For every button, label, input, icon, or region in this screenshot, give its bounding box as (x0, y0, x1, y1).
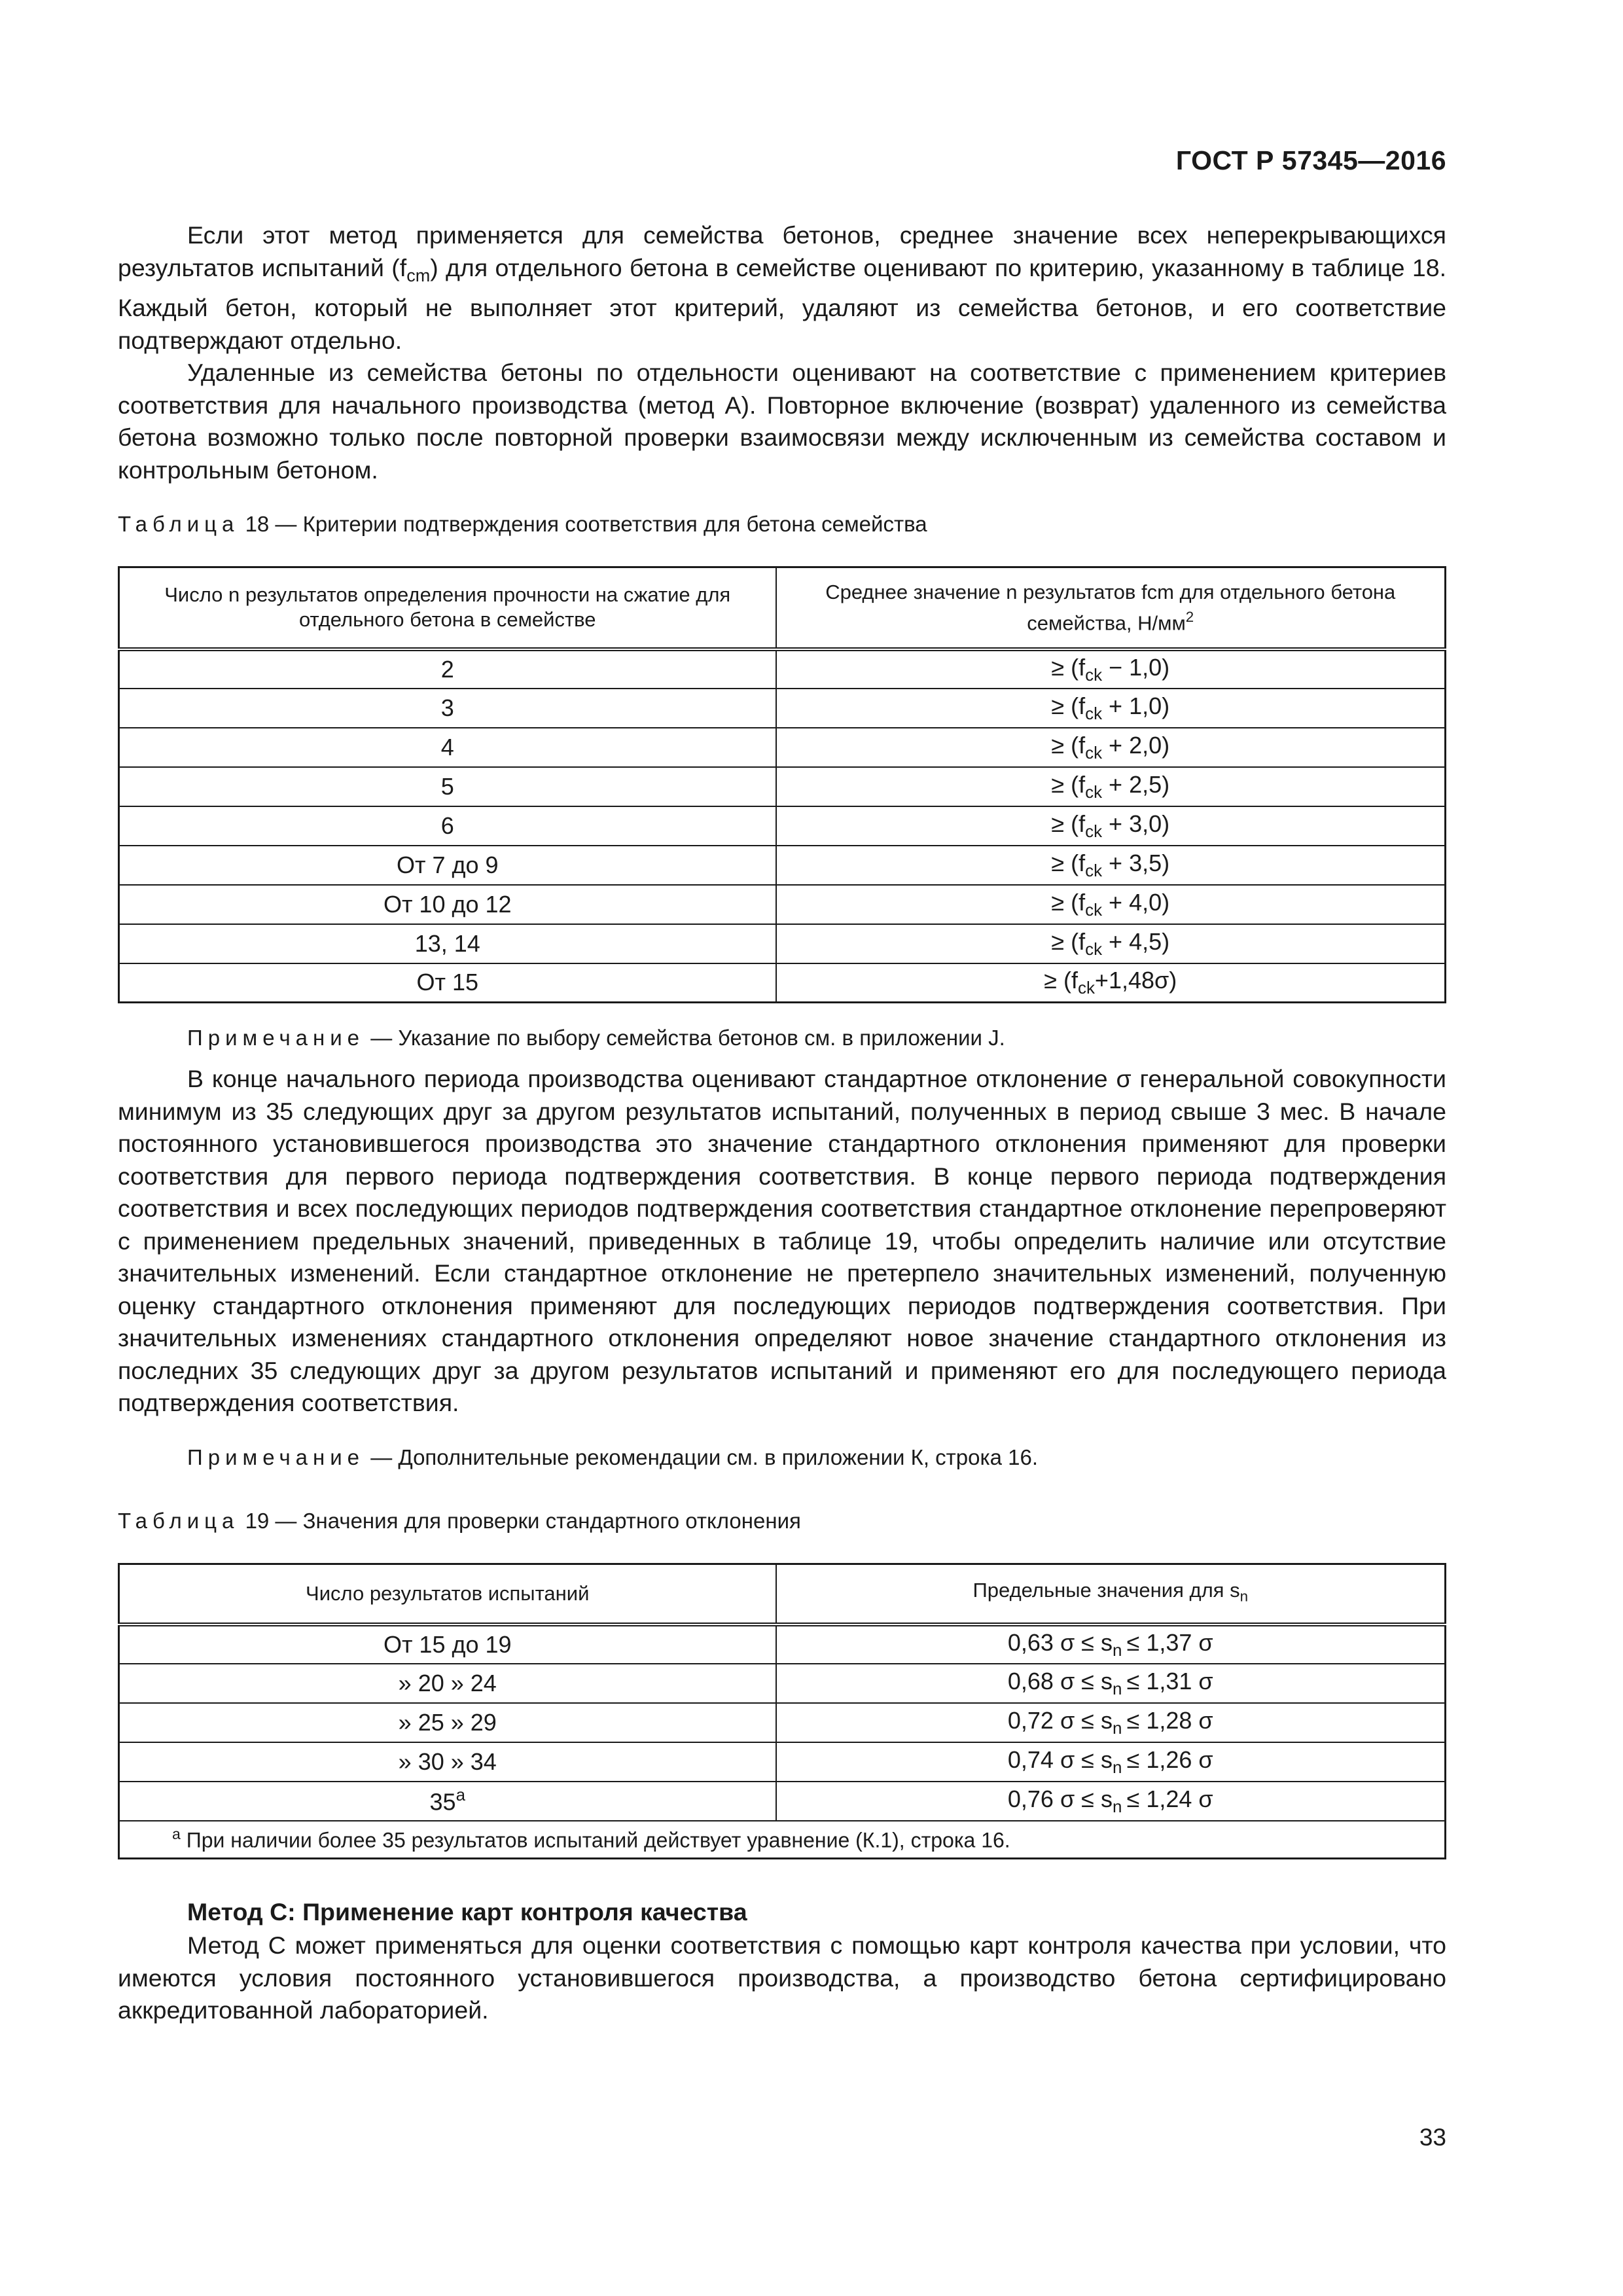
table18-row (119, 728, 1446, 767)
table18-count-cell: 6 (119, 806, 776, 846)
table18-value-cell: ≥ $(f_{ck} + 2,5)$ (776, 767, 1446, 806)
method-c-paragraph: Метод С может применяться для оценки соответствия с помощью карт контроля качества при условии, что имеются условия постоянного установившегося производства, а производство бетона сертифицировано аккредитованной лабораторией. (118, 1931, 1446, 2024)
table19-header-row (119, 1564, 1446, 1624)
table19-row (119, 1664, 1446, 1703)
table18-count-cell: От 7 до 9 (119, 846, 776, 885)
table18-value-cell: ≥ $(f_{ck} + 4,0)$ (776, 885, 1446, 924)
table18-note (187, 1026, 1005, 1050)
table18-count-cell: 3 (119, 689, 776, 728)
table19-row (119, 1742, 1446, 1782)
table18-caption-word: Таблица (118, 512, 240, 536)
document-id: ГОСТ Р 57345—2016 (1175, 145, 1446, 175)
table18-count-cell: 4 (119, 728, 776, 767)
intro-block (118, 219, 1446, 486)
table18-row (119, 689, 1446, 728)
table19-value-cell: 0,76 $\sigma \le s_n \le 1,24$ σ (776, 1782, 1446, 1821)
table18-caption-text: 18 — Критерии подтверждения соответствия для бетона семейства (245, 512, 927, 536)
table18-count-cell: От 10 до 12 (119, 885, 776, 924)
note1-label: Примечание (187, 1026, 365, 1050)
table18-row (119, 806, 1446, 846)
table19-count-cell: От 15 до 19 (119, 1624, 776, 1664)
table18-col1-header: Число n результатов определения прочности на сжатие для отдельного бетона в семействе (119, 567, 776, 649)
main-paragraph: В конце начального периода производства оценивают стандартное отклонение σ генеральной совокупности минимум из 35 следующих друг за другом результатов испытаний, полученных в период свыше 3 мес. В начале постоянного установившегося производства это значение стандартного отклонения применяют для проверки соответствия для первого периода подтверждения соответствия. В конце первого периода подтверждения соответствия и всех последующих периодов подтверждения соответствия стандартное отклонение перепроверяют с применением предельных значений, приведенных в таблице 19, чтобы определить наличие или отсутствие значительных изменений. Если стандартное отклонение не претерпело значительных изменений, полученную оценку стандартного отклонения применяют для последующих периодов подтверждения соответствия. При значительных изменениях стандартного отклонения определяют новое значение стандартного отклонения из последних 35 следующих друг за другом результатов испытаний и применяют его для последующего периода подтверждения соответствия. (118, 1065, 1446, 1416)
table18-count-cell: 5 (119, 767, 776, 806)
table19-count-cell: » 25 » 29 (119, 1703, 776, 1742)
table18-count-cell: От 15 (119, 963, 776, 1003)
note2-text: — Дополнительные рекомендации см. в приложении К, строка 16. (370, 1445, 1039, 1469)
table18-row (119, 649, 1446, 689)
method-c-block (118, 1929, 1446, 2027)
table19-col2-header: Предельные значения для $s_n$ (776, 1564, 1446, 1624)
table19-row (119, 1703, 1446, 1742)
table19-count-cell: » 20 » 24 (119, 1664, 776, 1703)
table19-caption (118, 1509, 801, 1534)
table18-row (119, 885, 1446, 924)
table19-value-cell: 0,63 $\sigma \le s_n \le 1,37$ σ (776, 1624, 1446, 1664)
table18-count-cell: 13, 14 (119, 924, 776, 963)
table19-col1-header: Число результатов испытаний (119, 1564, 776, 1624)
table18-header-row (119, 567, 1446, 649)
table18-col2-header: Среднее значение n результатов fcm для отдельного бетона семейства, $Н/мм^2$ (776, 567, 1446, 649)
table18-value-cell: ≥ $(f_{ck}+1,48\sigma)$ (776, 963, 1446, 1003)
table19-caption-text: 19 — Значения для проверки стандартного отклонения (245, 1509, 801, 1533)
table19-row (119, 1782, 1446, 1821)
intro-paragraph-2: Удаленные из семейства бетоны по отдельности оценивают на соответствие с применением критериев соответствия для начального производства (метод А). Повторное включение (возврат) удаленного из семейства бетона возможно только после повторной проверки взаимосвязи между исключенным из семейства составом и контрольным бетоном. (118, 359, 1446, 484)
table18-value-cell: ≥ $(f_{ck} + 2,0)$ (776, 728, 1446, 767)
table-19 (118, 1563, 1446, 1859)
table19-caption-word: Таблица (118, 1509, 240, 1533)
table18-count-cell: 2 (119, 649, 776, 689)
table18-value-cell: ≥ $(f_{ck} + 4,5)$ (776, 924, 1446, 963)
table18-caption (118, 512, 927, 537)
table18-row (119, 846, 1446, 885)
table19-footnote: $^a$ При наличии более 35 результатов испытаний действует уравнение (К.1), строка 16. (119, 1821, 1446, 1859)
table18-value-cell: ≥ $(f_{ck} + 3,5)$ (776, 846, 1446, 885)
table18-row (119, 924, 1446, 963)
page-number: 33 (1419, 2124, 1446, 2151)
table18-value-cell: ≥ $(f_{ck} + 1,0)$ (776, 689, 1446, 728)
table18-row (119, 963, 1446, 1003)
main-paragraph-block (118, 1063, 1446, 1420)
table18-value-cell: ≥ $(f_{ck} + 3,0)$ (776, 806, 1446, 846)
para-note (187, 1445, 1038, 1470)
note2-label: Примечание (187, 1445, 365, 1469)
table18-value-cell: ≥ $(f_{ck} - 1,0)$ (776, 649, 1446, 689)
method-c-heading: Метод С: Применение карт контроля качества (187, 1898, 747, 1926)
table19-row (119, 1624, 1446, 1664)
table-18 (118, 566, 1446, 1003)
table19-value-cell: 0,74 $\sigma \le s_n \le 1,26$ σ (776, 1742, 1446, 1782)
table19-count-cell: » 30 » 34 (119, 1742, 776, 1782)
table19-footnote-row (119, 1821, 1446, 1859)
table19-value-cell: 0,72 $\sigma \le s_n \le 1,28$ σ (776, 1703, 1446, 1742)
intro-paragraph-1: Если этот метод применяется для семейства бетонов, среднее значение всех неперекрывающихся результатов испытаний $(f_{cm})$ для отдельного бетона в семействе оценивают по критерию, указанному в таблице 18. Каждый бетон, который не выполняет этот критерий, удаляют из семейства бетонов, и его соответствие подтверждают отдельно. (118, 221, 1446, 354)
note1-text: — Указание по выбору семейства бетонов см. в приложении J. (370, 1026, 1005, 1050)
table19-count-cell: 35$^a$ (119, 1782, 776, 1821)
table18-row (119, 767, 1446, 806)
table19-value-cell: 0,68 $\sigma \le s_n \le 1,31$ σ (776, 1664, 1446, 1703)
